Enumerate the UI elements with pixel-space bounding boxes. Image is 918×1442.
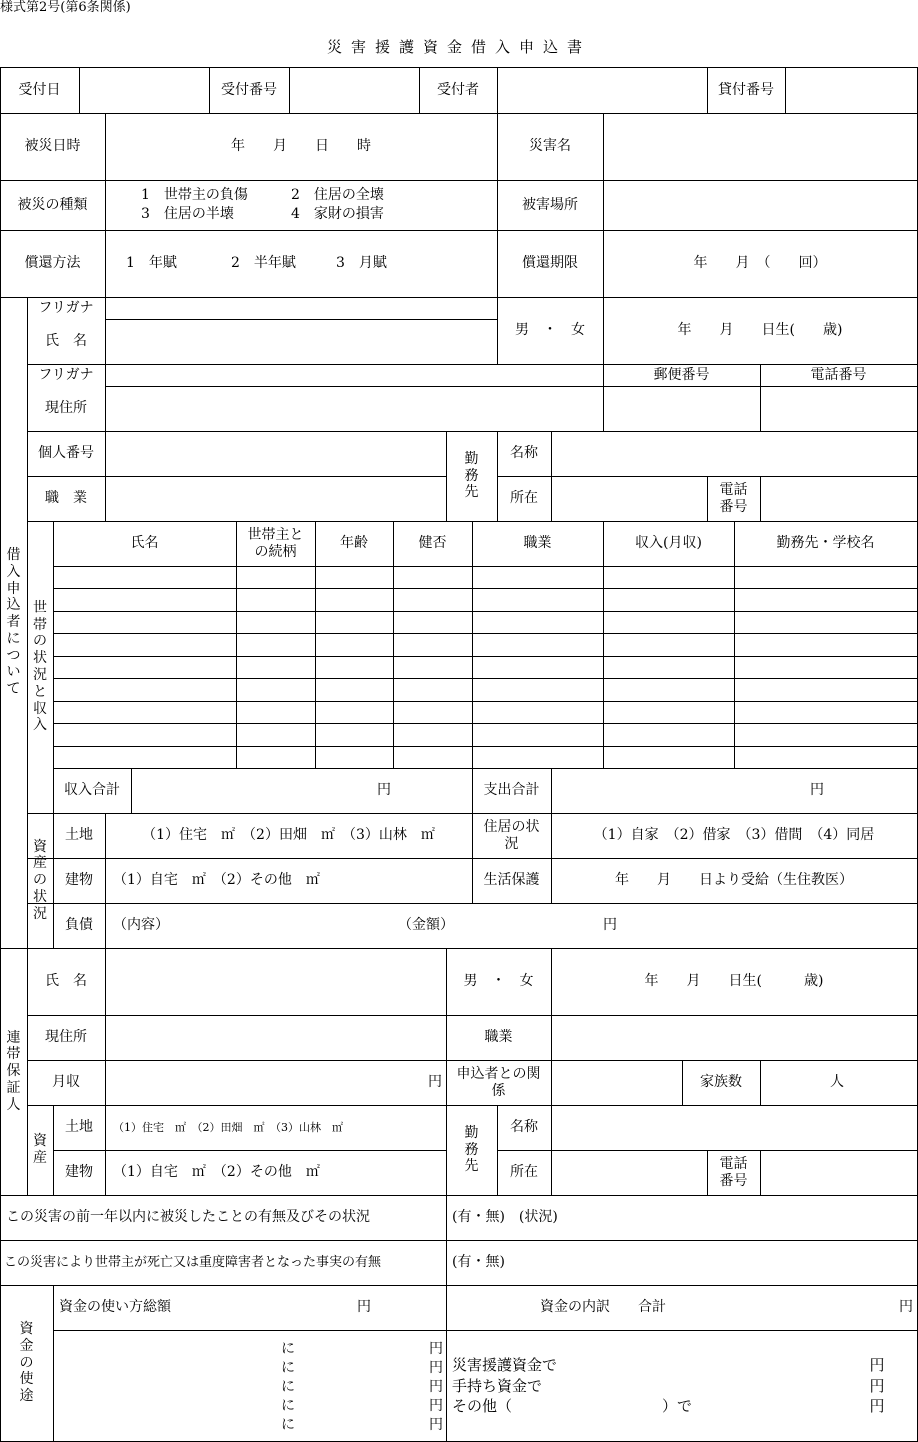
funds-use-yen: 円: [429, 1378, 443, 1395]
personal-number-label: 個人番号: [38, 445, 94, 462]
grid-line: [53, 746, 918, 747]
household-header: 年齢: [340, 535, 368, 552]
funds-source: 手持ち資金で: [452, 1377, 543, 1395]
funds-total-label: 資金の使い方総額: [59, 1299, 171, 1316]
loan-number-label: 貸付番号: [718, 81, 774, 98]
funds-source: 災害援護資金で: [452, 1356, 558, 1374]
grid-line: [53, 566, 918, 567]
family-count-unit: 人: [830, 1074, 844, 1091]
disaster-datetime-value: 年 月 日 時: [231, 138, 371, 155]
household-header: 世帯主との続柄: [247, 526, 304, 560]
grid-line: [53, 611, 918, 612]
land-label: 土地: [65, 827, 93, 844]
funds-breakdown-yen: 円: [899, 1299, 913, 1316]
funds-section-label: 資 金 の 使 途: [19, 1321, 34, 1405]
disaster-name-label: 災害名: [529, 138, 571, 155]
debt-content: （内容）: [113, 917, 169, 934]
furigana-label: フリガナ: [38, 299, 94, 316]
guarantor-income-yen: 円: [428, 1074, 442, 1091]
grid-line: [497, 67, 498, 113]
building-value: （1）自宅 ㎡ （2）その他 ㎡: [113, 872, 320, 889]
guarantor-job-label: 職業: [484, 1029, 513, 1046]
disaster-type-option: 4 家財の損害: [291, 205, 384, 222]
death-disability-label: この災害により世帯主が死亡又は重度障害者となった事実の有無: [4, 1254, 382, 1270]
household-header: 勤務先・学校名: [776, 535, 875, 552]
funds-source: その他（ ）で: [452, 1397, 693, 1415]
funds-source-yen: 円: [869, 1356, 885, 1374]
debt-label: 負債: [65, 917, 93, 934]
guarantor-workplace-phone-label: 電話番号: [719, 1155, 748, 1189]
postal-code-label: 郵便番号: [653, 366, 710, 383]
grid-line: [105, 1105, 106, 1195]
guarantor-birth: 年 月 日生( 歳): [644, 973, 824, 990]
funds-source-yen: 円: [869, 1376, 885, 1395]
workplace-label: 勤 務 先: [464, 450, 479, 501]
grid-line: [53, 588, 918, 589]
guarantor-address-label: 現住所: [45, 1029, 87, 1046]
previous-disaster-value: (有・無) (状況): [452, 1209, 558, 1226]
funds-use-yen: 円: [429, 1340, 443, 1357]
household-header: 氏名: [130, 535, 159, 552]
reception-number-label: 受付番号: [221, 81, 277, 98]
funds-use-row: に: [281, 1340, 295, 1357]
funds-use-row: に: [281, 1397, 295, 1414]
applicant-section-label: 借 入 申 込 者 に つ い て: [6, 546, 21, 698]
grid-line: [53, 701, 918, 702]
household-header: 健否: [418, 535, 447, 552]
reception-date-label: 受付日: [18, 81, 61, 98]
income-total-label: 収入合計: [64, 782, 120, 799]
funds-total-yen: 円: [357, 1299, 371, 1316]
applicant-name-label: 氏 名: [45, 333, 87, 350]
repay-method-option: 2 半年賦: [231, 255, 296, 272]
family-count-label: 家族数: [700, 1074, 742, 1091]
funds-use-row: に: [281, 1378, 295, 1395]
guarantor-workplace-location-label: 所在: [510, 1164, 538, 1181]
previous-disaster-label: この災害の前一年以内に被災したことの有無及びその状況: [6, 1209, 370, 1226]
assets-section-label: 資 産 の 状 況: [33, 838, 47, 922]
household-section-label: 世 帯 の 状 況 と 収 入: [33, 599, 47, 734]
grid-line: [131, 768, 132, 813]
funds-use-yen: 円: [429, 1397, 443, 1414]
funds-use-row: に: [281, 1359, 295, 1376]
debt-amount: （金額）: [398, 917, 454, 934]
form-title: 災害援護資金借入申込書: [326, 38, 591, 56]
reception-person-label: 受付者: [437, 81, 479, 98]
grid-line: [760, 1060, 761, 1105]
guarantor-assets-label: 資 産: [33, 1133, 47, 1166]
welfare-label: 生活保護: [483, 872, 540, 889]
expense-total-label: 支出合計: [483, 782, 540, 799]
guarantor-land-value: （1）住宅 ㎡ （2）田畑 ㎡ （3）山林 ㎡: [113, 1120, 343, 1134]
expense-total-yen: 円: [810, 782, 824, 799]
household-header: 収入(月収): [635, 535, 702, 552]
income-total-yen: 円: [377, 782, 391, 799]
repay-method-option: 3 月賦: [336, 255, 387, 272]
guarantor-section-label: 連 帯 保 証 人: [6, 1029, 21, 1113]
grid-line: [551, 431, 552, 521]
applicant-gender: 男 ・ 女: [515, 322, 585, 339]
applicant-birth: 年 月 日生( 歳): [677, 322, 843, 339]
building-label: 建物: [65, 872, 93, 889]
grid-line: [289, 67, 290, 113]
guarantor-workplace-name-label: 名称: [510, 1119, 538, 1136]
grid-line: [53, 678, 918, 679]
repay-method-option: 1 年賦: [126, 255, 177, 272]
guarantor-workplace-label: 勤 務 先: [464, 1124, 479, 1175]
debt-yen: 円: [603, 917, 617, 934]
grid-line: [53, 1285, 54, 1441]
job-label: 職 業: [45, 490, 87, 507]
grid-line: [53, 633, 918, 634]
workplace-location-label: 所在: [510, 490, 538, 507]
address-furigana-label: フリガナ: [38, 366, 94, 383]
guarantor-building-value: （1）自宅 ㎡ （2）その他 ㎡: [113, 1164, 320, 1181]
repay-method-label: 償還方法: [24, 255, 81, 272]
disaster-type-option: 1 世帯主の負傷: [141, 186, 248, 203]
form-label: 様式第2号(第6条関係): [0, 0, 131, 16]
guarantor-relation-label: 申込者との関係: [456, 1065, 541, 1099]
address-label: 現住所: [45, 400, 87, 417]
guarantor-name-label: 氏 名: [45, 973, 87, 990]
grid-line: [53, 723, 918, 724]
grid-line: [105, 319, 497, 320]
repay-term-label: 償還期限: [522, 255, 578, 272]
household-header: 職業: [523, 535, 552, 552]
housing-status-label: 住居の状況: [483, 818, 540, 852]
grid-line: [760, 1150, 761, 1195]
housing-status-value: （1）自家 （2）借家 （3）借間 （4）同居: [593, 827, 875, 844]
funds-use-yen: 円: [429, 1359, 443, 1376]
guarantor-gender: 男 ・ 女: [463, 973, 534, 990]
grid-line: [53, 656, 918, 657]
funds-breakdown-label: 資金の内訳 合計: [540, 1299, 666, 1316]
guarantor-land-label: 土地: [65, 1119, 93, 1136]
workplace-name-label: 名称: [510, 445, 538, 462]
grid-line: [446, 1285, 447, 1441]
workplace-phone-label: 電話番号: [719, 481, 748, 515]
disaster-type-label: 被災の種類: [17, 196, 88, 213]
disaster-type-option: 3 住居の半壊: [141, 205, 234, 222]
guarantor-income-label: 月収: [52, 1074, 80, 1091]
disaster-datetime-label: 被災日時: [24, 138, 81, 155]
land-value: （1）住宅 ㎡ （2）田畑 ㎡ （3）山林 ㎡: [142, 827, 435, 844]
death-disability-value: (有・無): [452, 1254, 505, 1271]
grid-line: [105, 948, 106, 1105]
grid-line: [105, 386, 918, 387]
funds-use-row: に: [281, 1416, 295, 1433]
grid-line: [0, 180, 918, 181]
grid-line: [105, 297, 106, 521]
grid-line: [551, 1060, 552, 1105]
welfare-value: 年 月 日より受給（生住教医）: [615, 872, 853, 889]
disaster-place-label: 被害場所: [522, 196, 578, 213]
grid-line: [785, 67, 786, 113]
grid-line: [551, 1105, 552, 1195]
phone-label: 電話番号: [810, 366, 867, 383]
grid-line: [53, 1330, 918, 1331]
grid-line: [79, 67, 80, 113]
guarantor-building-label: 建物: [65, 1164, 93, 1181]
funds-source-yen: 円: [869, 1397, 885, 1415]
repay-term-value: 年 月 （ 回）: [693, 255, 827, 272]
funds-use-yen: 円: [429, 1416, 443, 1433]
grid-line: [760, 476, 761, 521]
disaster-type-option: 2 住居の全壊: [291, 186, 384, 203]
